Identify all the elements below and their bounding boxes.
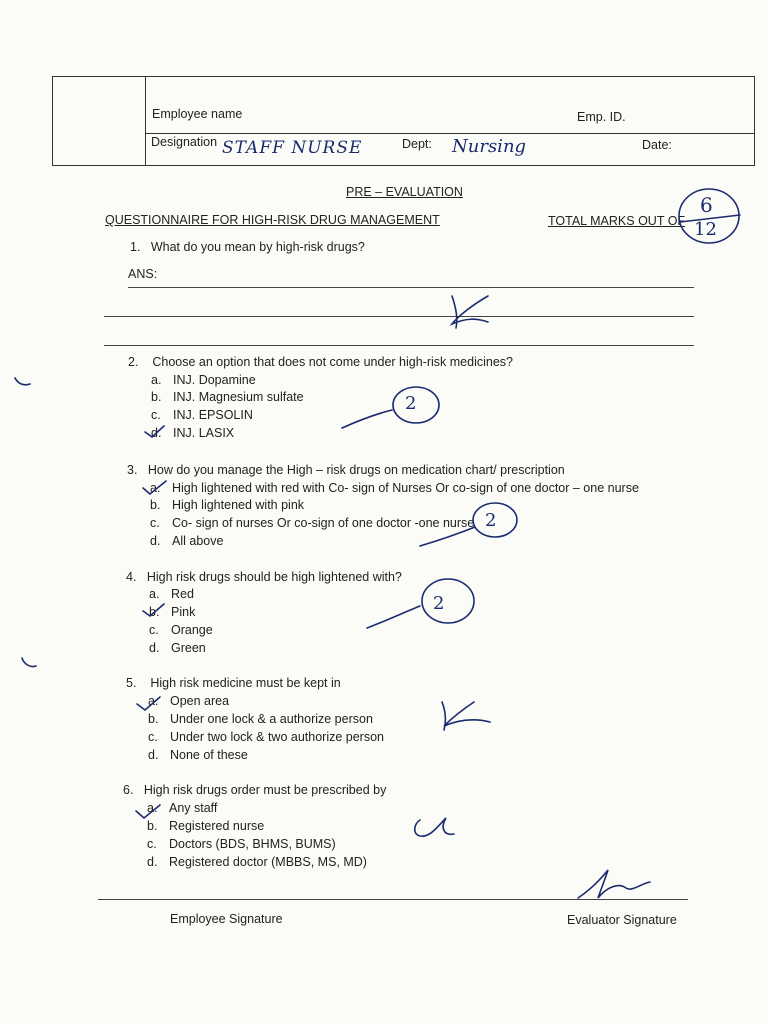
option-text: Under one lock & a authorize person <box>170 712 373 726</box>
option-letter: a. <box>148 694 159 708</box>
q2-check-mark <box>145 426 164 437</box>
option-text: Doctors (BDS, BHMS, BUMS) <box>169 837 336 851</box>
option-text: Co- sign of nurses Or co-sign of one doctor -one nurse <box>172 516 475 530</box>
option-text: High lightened with pink <box>172 498 305 512</box>
question-number: 1. <box>130 240 141 254</box>
question-text: High risk drugs order must be prescribed by <box>143 783 387 797</box>
q6-cross-mark <box>415 818 454 836</box>
question-number: 2. <box>128 355 139 369</box>
date-label: Date: <box>642 138 672 152</box>
option-letter: c. <box>149 623 159 637</box>
question-text: High risk medicine must be kept in <box>150 676 341 690</box>
option-letter: d. <box>149 641 160 655</box>
question-number: 6. <box>123 783 134 797</box>
question-text: How do you manage the High – risk drugs on medication chart/ prescription <box>147 463 565 477</box>
option-text: Open area <box>170 694 230 708</box>
dept-label: Dept: <box>402 137 432 151</box>
margin-mark <box>15 378 30 385</box>
dept-value: Nursing <box>452 136 527 157</box>
q3-check-mark <box>143 481 166 494</box>
form-title: PRE – EVALUATION <box>346 185 463 199</box>
option-text: Registered nurse <box>169 819 265 833</box>
q4-grade-mark: 2 <box>433 593 445 614</box>
score-total: 12 <box>694 219 717 240</box>
option-letter: c. <box>150 516 160 530</box>
option-letter: c. <box>148 730 158 744</box>
question-number: 3. <box>127 463 138 477</box>
question-text: High risk drugs should be high lightened with? <box>146 570 402 584</box>
question-number: 5. <box>126 676 137 690</box>
employee-signature-label: Employee Signature <box>170 912 283 926</box>
option-text: None of these <box>170 748 248 762</box>
evaluator-signature <box>578 870 650 898</box>
option-text: INJ. Magnesium sulfate <box>173 390 304 404</box>
option-text: INJ. Dopamine <box>173 373 256 387</box>
q6-check-mark <box>136 805 160 818</box>
option-text: Green <box>171 641 206 655</box>
q4-grade-stroke <box>367 606 420 628</box>
score-fraction-line <box>680 215 740 222</box>
option-text: Under two lock & two authorize person <box>170 730 384 744</box>
option-text: INJ. LASIX <box>173 426 235 440</box>
q4-grade-circle <box>422 579 474 623</box>
option-letter: a. <box>147 801 158 815</box>
option-letter: d. <box>150 534 161 548</box>
option-text: Any staff <box>169 801 218 815</box>
question-number: 4. <box>126 570 137 584</box>
option-letter: a. <box>150 481 161 495</box>
option-text: All above <box>172 534 224 548</box>
total-marks-label: TOTAL MARKS OUT OF <box>548 214 686 228</box>
q1-cross-mark <box>452 296 488 328</box>
q5-cross-mark <box>442 702 490 730</box>
margin-mark <box>22 658 36 667</box>
q3-grade-stroke <box>420 527 475 546</box>
option-letter: b. <box>147 819 158 833</box>
option-letter: d. <box>148 748 159 762</box>
q2-grade-mark: 2 <box>405 393 417 414</box>
option-letter: b. <box>149 605 160 619</box>
question-text: What do you mean by high-risk drugs? <box>150 240 365 254</box>
evaluator-signature-label: Evaluator Signature <box>567 913 677 927</box>
designation-label: Designation <box>151 135 218 149</box>
option-letter: c. <box>147 837 157 851</box>
q5-check-mark <box>137 697 160 710</box>
questionnaire-title: QUESTIONNAIRE FOR HIGH-RISK DRUG MANAGEMENT <box>105 213 440 227</box>
score-obtained: 6 <box>700 193 713 217</box>
option-letter: a. <box>151 373 162 387</box>
q2-grade-stroke <box>342 410 392 428</box>
designation-value: STAFF NURSE <box>222 138 363 158</box>
emp-id-label: Emp. ID. <box>577 110 626 124</box>
option-text: Pink <box>171 605 196 619</box>
q3-grade-circle <box>473 503 517 537</box>
option-letter: a. <box>149 587 160 601</box>
option-text: High lightened with red with Co- sign of Nurses Or co-sign of one doctor – one nurse <box>172 481 639 495</box>
employee-name-label: Employee name <box>152 107 243 121</box>
option-letter: d. <box>147 855 158 869</box>
option-letter: c. <box>151 408 161 422</box>
option-text: INJ. EPSOLIN <box>173 408 253 422</box>
option-letter: b. <box>148 712 159 726</box>
option-letter: b. <box>151 390 162 404</box>
option-text: Registered doctor (MBBS, MS, MD) <box>169 855 367 869</box>
question-text: Choose an option that does not come under high-risk medicines? <box>152 355 513 369</box>
q3-grade-mark: 2 <box>485 510 497 531</box>
answer-label: ANS: <box>128 267 158 281</box>
option-letter: d. <box>151 426 162 440</box>
option-letter: b. <box>150 498 161 512</box>
q4-check-mark <box>143 604 164 616</box>
q2-grade-circle <box>393 387 439 423</box>
option-text: Orange <box>171 623 213 637</box>
option-text: Red <box>171 587 194 601</box>
